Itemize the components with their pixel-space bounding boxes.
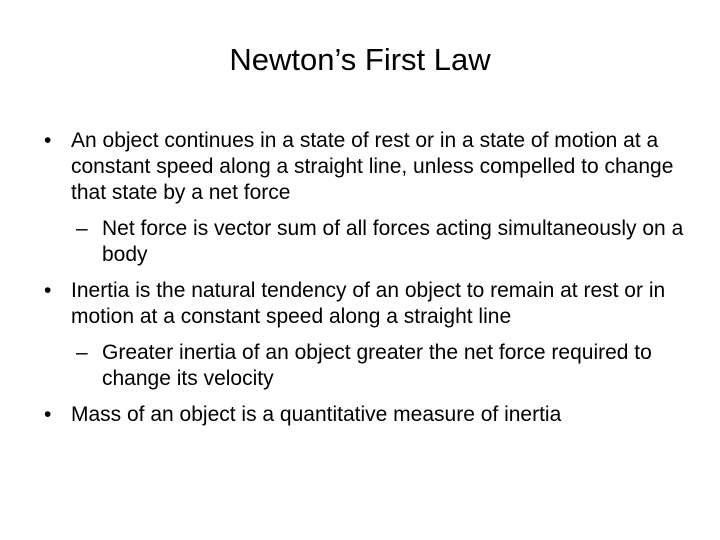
sub-bullet-marker: – [76, 341, 88, 364]
bullet-marker: • [44, 403, 52, 426]
sub-bullet-item [0, 340, 720, 392]
slide-title: Newton’s First Law [229, 42, 491, 77]
bullet-marker: • [44, 129, 52, 152]
bullet-text: Inertia is the natural tendency of an object to remain at rest or in motion at a constant speed along a straight line [71, 279, 666, 328]
bullet-item [0, 278, 720, 330]
sub-bullet-item [0, 216, 720, 268]
sub-bullet-marker: – [76, 217, 88, 240]
bullet-text: An object continues in a state of rest or in a state of motion at a constant speed along a straight line, unless compelled to change that state by a net force [71, 129, 674, 204]
sub-bullet-text: Net force is vector sum of all forces acting simultaneously on a body [102, 217, 684, 266]
sub-bullet-text: Greater inertia of an object greater the net force required to change its velocity [102, 341, 652, 390]
bullet-marker: • [44, 279, 52, 302]
bullet-list [0, 128, 720, 438]
bullet-item [0, 128, 720, 206]
bullet-item [0, 402, 720, 428]
bullet-text: Mass of an object is a quantitative measure of inertia [71, 403, 562, 426]
